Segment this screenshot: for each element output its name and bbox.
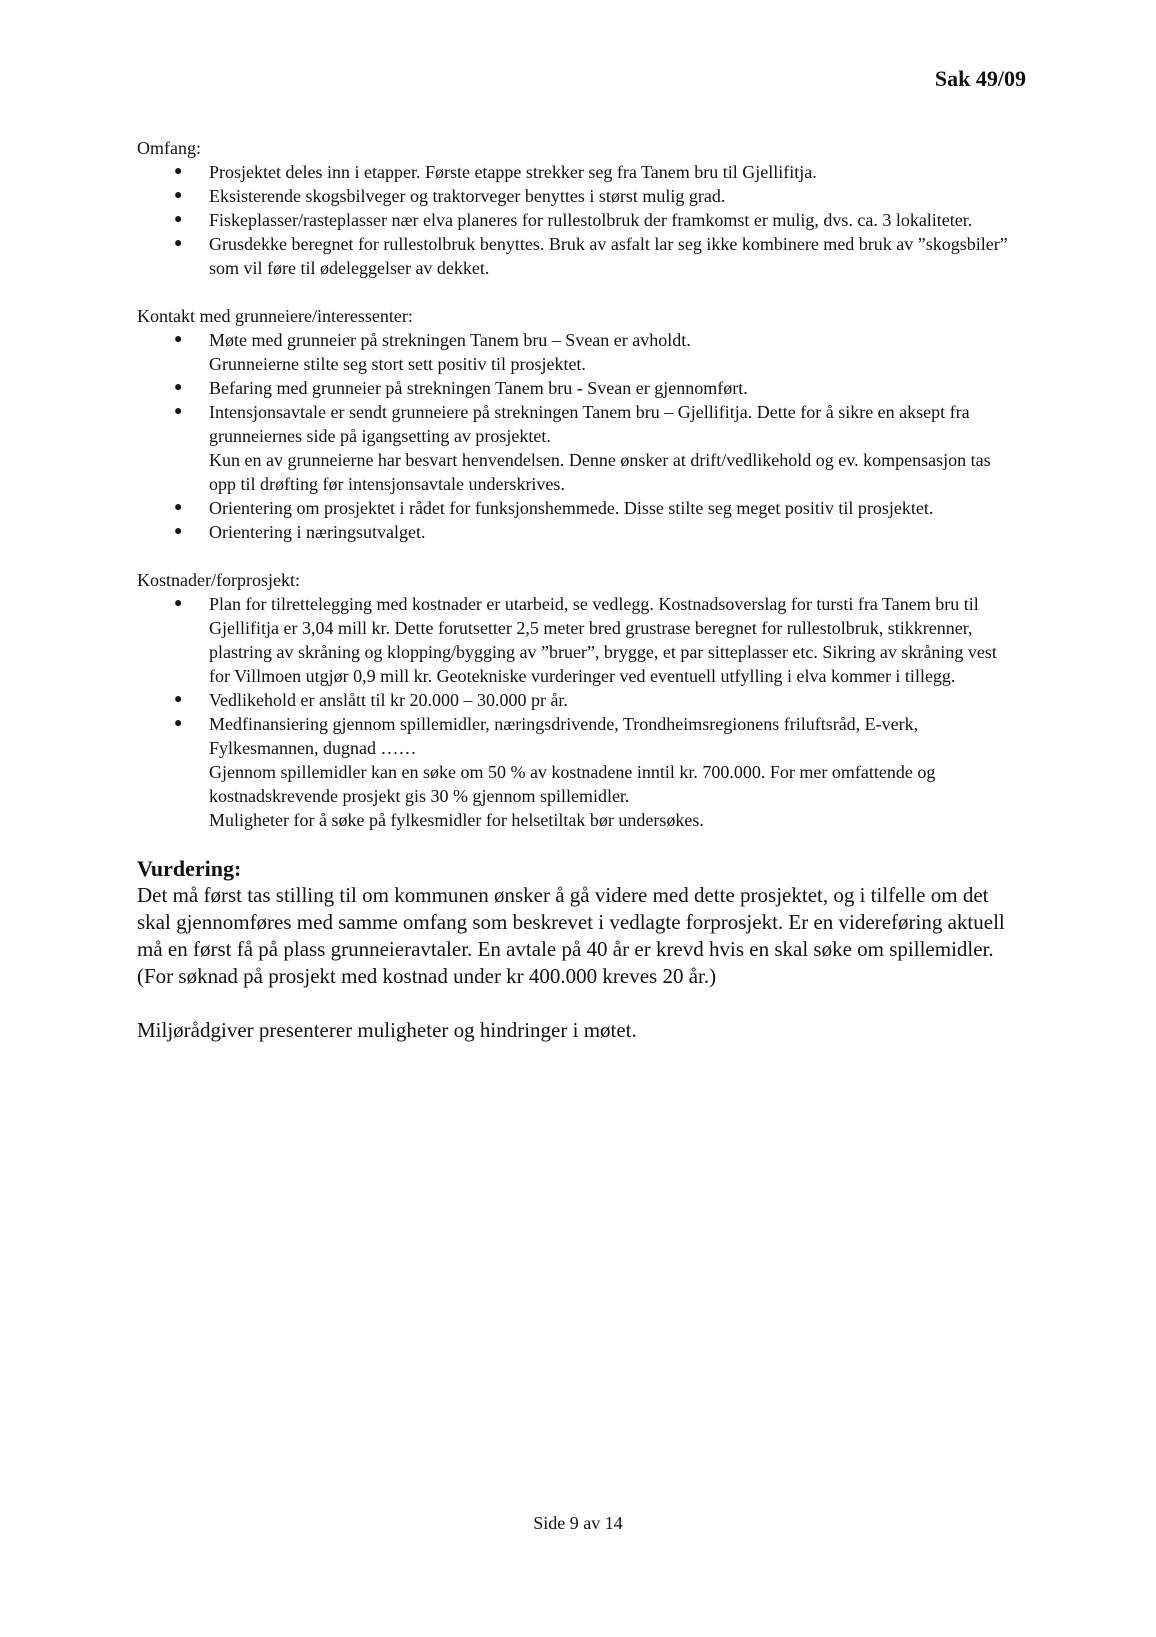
bullet-item xyxy=(137,520,1017,544)
bullet-item xyxy=(137,232,1017,280)
bullet-list xyxy=(137,592,1017,832)
bullet-text: Intensjonsavtale er sendt grunneiere på strekningen Tanem bru – Gjellifitja. Dette for å sikre en aksept fra grunneiernes side på igangsetting av prosjektet. xyxy=(209,402,970,446)
section-block xyxy=(137,304,1017,544)
bullet-text: Grusdekke beregnet for rullestolbruk benyttes. Bruk av asfalt lar seg ikke kombinere med bruk av ”skogsbiler” som vil føre til ødeleggelser av dekket. xyxy=(209,234,1008,278)
bullet-text: Plan for tilrettelegging med kostnader er utarbeid, se vedlegg. Kostnadsoverslag for tursti fra Tanem bru til Gjellifitja er 3,04 mill kr. Dette forutsetter 2,5 meter bred grustrase beregnet for rullestolbruk, stikkrenner, plastring av skråning og klopping/bygging av ”bruer”, brygge, et par sitteplasser etc. Sikring av skråning vest for Villmoen utgjør 0,9 mill kr. Geotekniske vurderinger ved eventuell utfylling i elva kommer i tillegg. xyxy=(209,594,997,686)
vurdering-heading: Vurdering: xyxy=(137,856,242,881)
document-body xyxy=(137,136,1017,1065)
bullet-text: Orientering om prosjektet i rådet for funksjonshemmede. Disse stilte seg meget positiv til prosjektet. xyxy=(209,498,934,518)
sections xyxy=(137,136,1017,832)
bullet-item xyxy=(137,592,1017,688)
bullet-icon: ● xyxy=(174,212,183,227)
bullet-icon: ● xyxy=(174,524,183,539)
bullet-list xyxy=(137,328,1017,544)
bullet-icon: ● xyxy=(174,716,183,731)
bullet-text: Kun en av grunneierne har besvart henvendelsen. Denne ønsker at drift/vedlikehold og ev. kompensasjon tas opp til drøfting før intensjonsavtale underskrives. xyxy=(209,450,991,494)
bullet-text: Eksisterende skogsbilveger og traktorveger benyttes i størst mulig grad. xyxy=(209,186,726,206)
bullet-icon: ● xyxy=(174,188,183,203)
bullet-item xyxy=(137,376,1017,400)
bullet-item xyxy=(137,160,1017,184)
bullet-item xyxy=(137,208,1017,232)
bullet-text: Grunneierne stilte seg stort sett positiv til prosjektet. xyxy=(209,354,586,374)
bullet-text: Befaring med grunneier på strekningen Tanem bru - Svean er gjennomført. xyxy=(209,378,748,398)
section-label: Kostnader/forprosjekt: xyxy=(137,570,300,590)
closing-paragraph: Miljørådgiver presenterer muligheter og hindringer i møtet. xyxy=(137,1018,637,1042)
bullet-item xyxy=(137,184,1017,208)
vurdering-section xyxy=(137,856,1017,1044)
page-number: Side 9 av 14 xyxy=(533,1513,623,1533)
bullet-icon: ● xyxy=(174,332,183,347)
bullet-icon: ● xyxy=(174,236,183,251)
bullet-text: Muligheter for å søke på fylkesmidler for helsetiltak bør undersøkes. xyxy=(209,810,704,830)
section-label: Kontakt med grunneiere/interessenter: xyxy=(137,306,413,326)
bullet-icon: ● xyxy=(174,380,183,395)
bullet-icon: ● xyxy=(174,404,183,419)
section-label: Omfang: xyxy=(137,138,201,158)
vurdering-paragraph: Det må først tas stilling til om kommunen ønsker å gå videre med dette prosjektet, og i tilfelle om det skal gjennomføres med samme omfang som beskrevet i vedlagte forprosjekt. Er en videreføring aktuell må en først få på plass grunneieravtaler. En avtale på 40 år er krevd hvis en skal søke om spillemidler. (For søknad på prosjekt med kostnad under kr 400.000 kreves 20 år.) xyxy=(137,883,1005,988)
bullet-item xyxy=(137,328,1017,376)
bullet-item xyxy=(137,712,1017,832)
bullet-icon: ● xyxy=(174,164,183,179)
section-block xyxy=(137,136,1017,280)
bullet-text: Vedlikehold er anslått til kr 20.000 – 30.000 pr år. xyxy=(209,690,568,710)
section-block xyxy=(137,568,1017,832)
bullet-text: Møte med grunneier på strekningen Tanem bru – Svean er avholdt. xyxy=(209,330,691,350)
bullet-icon: ● xyxy=(174,500,183,515)
bullet-text: Prosjektet deles inn i etapper. Første etappe strekker seg fra Tanem bru til Gjellifitja. xyxy=(209,162,817,182)
bullet-item xyxy=(137,688,1017,712)
bullet-text: Orientering i næringsutvalget. xyxy=(209,522,426,542)
bullet-item xyxy=(137,400,1017,496)
bullet-item xyxy=(137,496,1017,520)
bullet-text: Medfinansiering gjennom spillemidler, næringsdrivende, Trondheimsregionens friluftsråd, E-verk, Fylkesmannen, dugnad …… xyxy=(209,714,919,758)
bullet-text: Fiskeplasser/rasteplasser nær elva planeres for rullestolbruk der framkomst er mulig, dvs. ca. 3 lokaliteter. xyxy=(209,210,973,230)
bullet-text: Gjennom spillemidler kan en søke om 50 % av kostnadene inntil kr. 700.000. For mer omfattende og kostnadskrevende prosjekt gis 30 % gjennom spillemidler. xyxy=(209,762,936,806)
bullet-list xyxy=(137,160,1017,280)
bullet-icon: ● xyxy=(174,596,183,611)
bullet-icon: ● xyxy=(174,692,183,707)
case-number: Sak 49/09 xyxy=(934,66,1026,91)
